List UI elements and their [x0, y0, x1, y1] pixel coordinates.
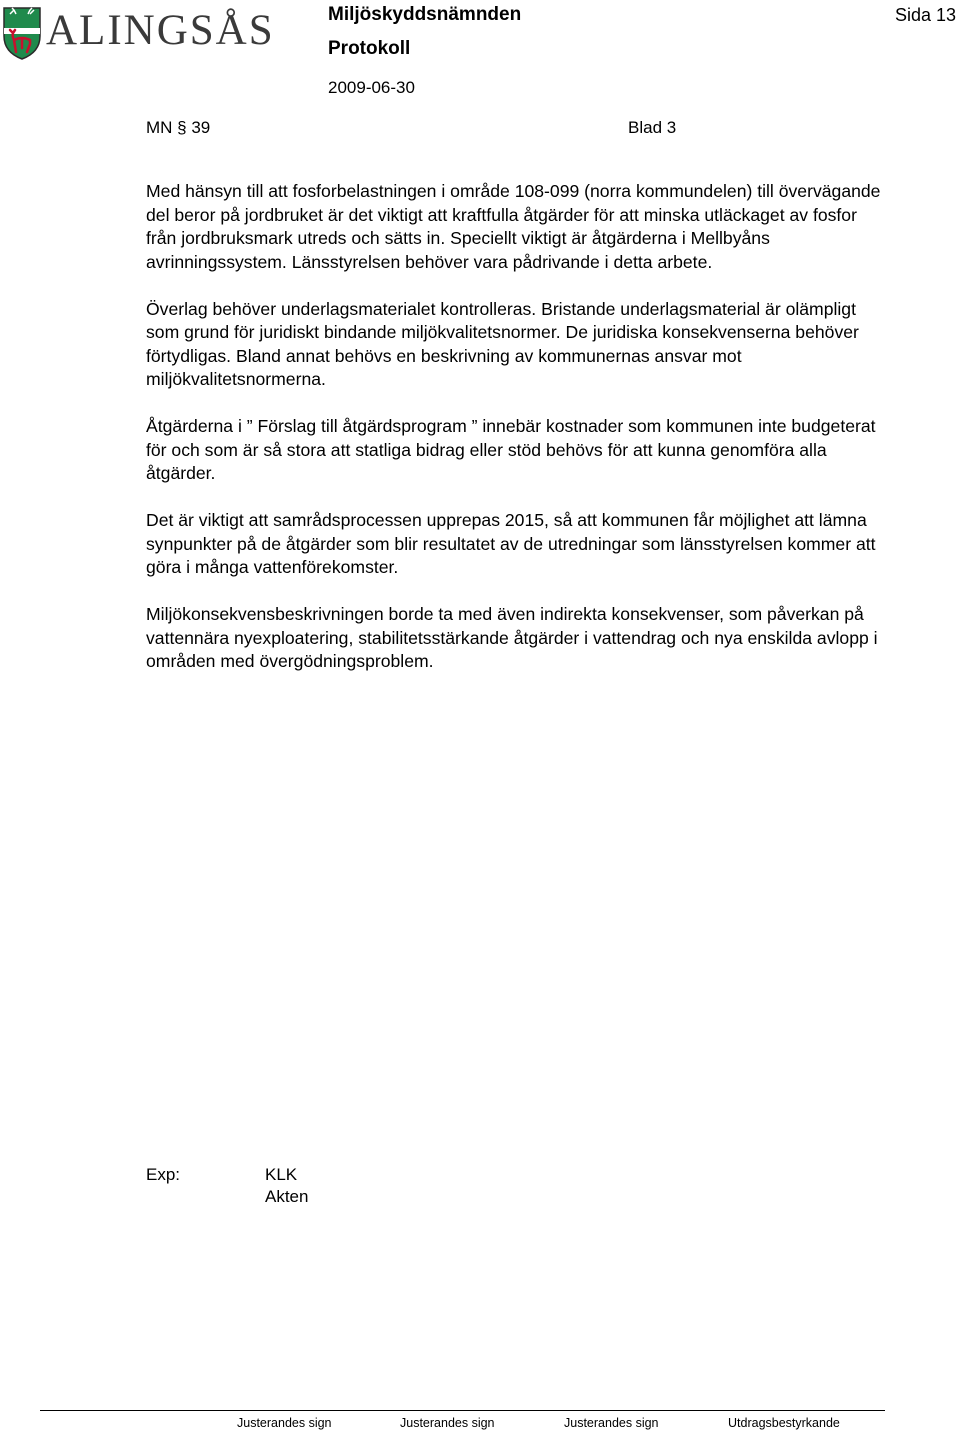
body-paragraph: Miljökonsekvensbeskrivningen borde ta med även indirekta konsekvenser, som påverkan på vattennära nyexploatering, stabilitetsstärkande åtgärder i vattendrag och nya enskilda avlopp i områden med övergödningsproblem.	[146, 604, 878, 671]
distribution-label: Exp:	[146, 1165, 181, 1184]
body-paragraph: Med hänsyn till att fosforbelastningen i område 108-099 (norra kommundelen) till övervägande del beror på jordbruket är det viktigt att kraftfulla åtgärder för att minska utläckaget av fosfor från jordbruksmark utreds och sätts in. Speciellt viktigt är åtgärderna i Mellbyåns avrinningssystem. Länsstyrelsen behöver vara pådrivande i detta arbete.	[146, 181, 881, 272]
body-paragraph: Överlag behöver underlagsmaterialet kontrolleras. Bristande underlagsmaterial är olämpligt som grund för juridiskt bindande miljökvalitetsnormer. De juridiska konsekvenserna behöver förtydligas. Bland annat behövs en beskrivning av kommunernas ansvar mot miljökvalitetsnormerna.	[146, 298, 859, 389]
footer-divider	[40, 1410, 885, 1411]
signature-field: Justerandes sign	[237, 1416, 332, 1430]
distribution-recipient: Akten	[265, 1187, 309, 1206]
document-type: Protokoll	[328, 38, 411, 59]
body-paragraph: Det är viktigt att samrådsprocessen upprepas 2015, så att kommunen får möjlighet att lämna synpunkter på de åtgärder som blir resultatet av de utredningar som länsstyrelsen kommer att göra i många vattenförekomster.	[146, 510, 876, 577]
page-number: Sida 13	[894, 5, 956, 25]
logo-wordmark: ALINGSÅS	[46, 7, 275, 54]
meeting-date: 2009-06-30	[328, 78, 415, 97]
municipality-logo	[0, 6, 275, 64]
body-text	[146, 180, 886, 697]
body-paragraph: Åtgärderna i ” Förslag till åtgärdsprogram ” innebär kostnader som kommunen inte budgeterat för och som är så stora att statliga bidrag eller stöd behövs för att kunna genomföra alla åtgärder.	[146, 416, 876, 483]
organization-name: Miljöskyddsnämnden	[328, 4, 522, 25]
document-header	[328, 4, 522, 97]
paragraph-reference: MN § 39	[146, 118, 211, 137]
reference-line	[146, 116, 706, 140]
coat-of-arms-icon	[2, 6, 42, 60]
distribution-recipient: KLK	[265, 1165, 298, 1184]
distribution-list	[265, 1164, 308, 1208]
sheet-number: Blad 3	[628, 118, 677, 137]
certification-field: Utdragsbestyrkande	[728, 1416, 840, 1430]
signature-field: Justerandes sign	[400, 1416, 495, 1430]
signature-field: Justerandes sign	[564, 1416, 659, 1430]
